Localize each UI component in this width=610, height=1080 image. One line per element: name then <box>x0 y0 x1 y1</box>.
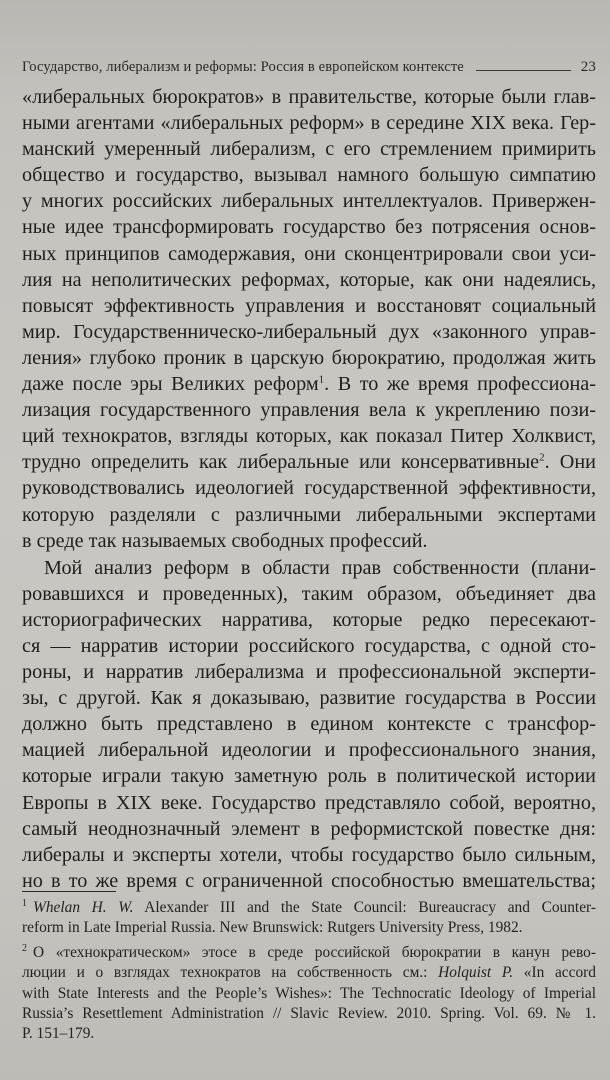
text-line: ных принципов самодержавия, они сконцентрировали свои уси- <box>22 242 596 265</box>
page-number: 23 <box>580 59 596 75</box>
text-line: мир. Государственническо-либеральный дух «законного управ- <box>22 320 596 343</box>
paragraph-1 <box>22 84 596 554</box>
text-line: должно быть представлено в едином контексте с трансфор- <box>22 713 596 736</box>
footnote-text: люции и о взглядах технократов на собственность см.: <box>22 964 439 982</box>
text-line: «либеральных бюрократов» в правительстве, которые были глав- <box>22 86 596 108</box>
text-line: манский умеренный либерализм, с его стремлением примирить <box>22 138 596 161</box>
text-line: у многих российских либеральных интеллектуалов. Привержен- <box>22 190 596 213</box>
text-line: либералы и эксперты хотели, чтобы государство было сильным, <box>22 843 596 866</box>
footnote-author: Whelan H. W. <box>33 899 134 916</box>
text-line: роны, и нарратив либерализма и профессиональной эксперти- <box>22 661 596 684</box>
text-line: ными агентами «либеральных реформ» в середине XIX века. Гер- <box>22 112 596 135</box>
text-line: историографических нарратива, которые редко пересекают- <box>22 608 596 631</box>
main-text <box>22 84 596 894</box>
text-line: которые играли такую заметную роль в политической истории <box>22 765 596 788</box>
text-line-with-note <box>22 449 596 475</box>
footnote-line: Russia’s Resettlement Administration // Slavic Review. 2010. Spring. Vol. 69. № 1. <box>22 1004 596 1022</box>
text-line: самый неоднозначный элемент в реформистской повестке дня: <box>22 817 596 840</box>
footnote-2 <box>22 943 596 1045</box>
footnotes <box>22 898 596 1045</box>
text-line: повысят эффективность управления и восстановят социальный <box>22 294 596 317</box>
text-line: ся — нарратив истории российского государства, с одной сто- <box>22 634 596 657</box>
footnote-1 <box>22 898 596 939</box>
footnote-line: 2 О «технократическом» этосе в среде российской бюрократии в канун рево- <box>22 942 596 961</box>
text-line: в среде так называемых свободных профессий. <box>22 529 428 552</box>
text-line: лизация государственного управления вела к укреплению пози- <box>22 399 596 422</box>
text-line: ций технократов, взгляды которых, как показал Питер Холквист, <box>22 425 596 448</box>
text-line: Мой анализ реформ в области прав собственности (плани- <box>44 556 596 579</box>
line-text-tail: . Они <box>544 451 596 474</box>
text-line: зы, с другой. Как я доказываю, развитие государства в России <box>22 687 596 710</box>
running-head-rule <box>476 70 571 71</box>
running-head <box>22 56 596 76</box>
text-line-with-note <box>22 371 596 397</box>
text-line: ления» глубоко проник в царскую бюрократию, продолжая жить <box>22 346 596 369</box>
footnote-text: Alexander III and the State Council: Bureaucracy and Counter- <box>133 899 596 916</box>
text-line: которую разделяли с различными либеральными экспертами <box>22 503 596 526</box>
footnote-ref-1[interactable]: 1 <box>318 373 325 386</box>
line-text-tail: . В то же время профессиона- <box>324 373 596 396</box>
text-line: ные идее трансформировать государство без потрясения основ- <box>22 216 596 239</box>
text-line: мацией либеральной идеологии и профессионального знания, <box>22 739 596 762</box>
paragraph-2 <box>22 555 596 894</box>
footnote-author: Holquist P. <box>438 964 514 982</box>
footnote-line: with State Interests and the People’s Wishes»: The Technocratic Ideology of Imperial <box>22 984 596 1002</box>
text-line: но в то же время с ограниченной способностью вмешательства; <box>22 869 596 892</box>
footnote-text: О «технократическом» этосе в среде российской бюрократии в канун рево- <box>33 943 596 961</box>
footnote-line: 1 Whelan H. W. Alexander III and the State Council: Bureaucracy and Counter- <box>22 897 596 916</box>
text-line: руководствовались идеологией государственной эффективности, <box>22 477 596 500</box>
footnote-line: reform in Late Imperial Russia. New Brunswick: Rutgers University Press, 1982. <box>22 919 523 937</box>
footnote-line <box>22 963 596 983</box>
footnote-separator <box>22 891 116 892</box>
text-line: лия на неполитических реформах, которые, как они надеялись, <box>22 268 596 291</box>
text-line: ровавшихся и проведенных), таким образом, объединяет два <box>22 582 596 605</box>
footnote-ref-2[interactable]: 2 <box>539 451 545 464</box>
text-line: Европы в XIX веке. Государство представляло собой, вероятно, <box>22 791 596 814</box>
running-head-title: Государство, либерализм и реформы: Россия в европейском контексте <box>22 59 464 75</box>
footnote-line: P. 151–179. <box>22 1025 95 1043</box>
text-line: общество и государство, вызывал намного большую симпатию <box>22 164 596 187</box>
line-text: трудно определить как либеральные или консервативные <box>22 451 540 474</box>
line-text: даже после эры Великих реформ <box>22 373 319 396</box>
footnote-text-tail: «In accord <box>513 964 596 982</box>
